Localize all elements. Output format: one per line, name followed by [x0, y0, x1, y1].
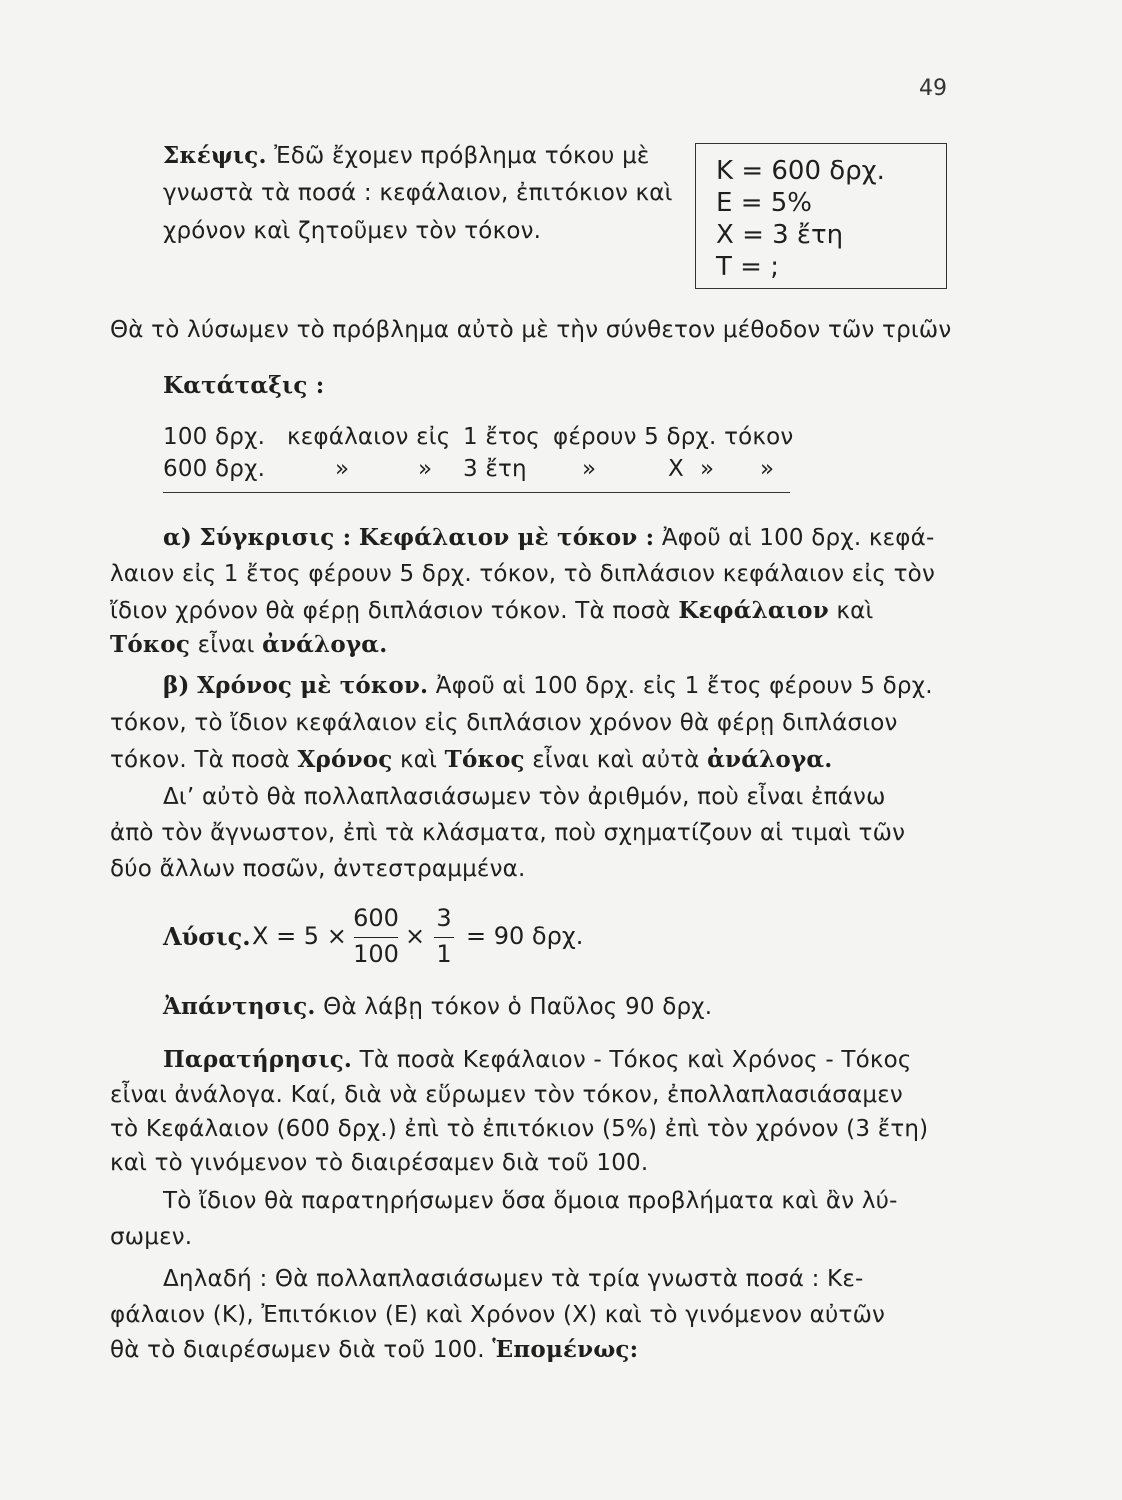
skepsis-line-1 — [163, 142, 650, 169]
fraction-1-numerator: 600 — [353, 904, 399, 932]
beta-bold-interest: Τόκος — [444, 746, 525, 773]
alpha-and: καὶ — [836, 598, 874, 624]
katataxis-rule — [163, 492, 790, 493]
row2-ditto-4: » — [700, 456, 715, 482]
alpha-bold-proportional: ἀνάλογα. — [262, 631, 388, 658]
row2-time: 3 ἔτη — [463, 456, 527, 482]
answer-line — [163, 993, 712, 1020]
note-line-1 — [163, 1046, 912, 1073]
box-capital: Κ = 600 δρχ. — [716, 156, 885, 186]
summary-text-3: θὰ τὸ διαιρέσωμεν διὰ τοῦ 100. — [110, 1337, 485, 1363]
summary-therefore: Ἑπομένως: — [492, 1336, 639, 1363]
row1-interest: φέρουν 5 δρχ. τόκον — [553, 424, 794, 450]
note-text-1: Τὰ ποσὰ Κεφάλαιον - Τόκος καὶ Χρόνος - Τόκος — [359, 1047, 912, 1073]
method-line: Θὰ τὸ λύσωμεν τὸ πρόβλημα αὐτὸ μὲ τὴν σύνθετον μέθοδον τῶν τριῶν — [110, 317, 952, 343]
fraction-2-numerator: 3 — [436, 904, 452, 932]
beta-text-3: τόκον. Τὰ ποσὰ — [110, 747, 290, 773]
fraction-2-denominator: 1 — [436, 940, 452, 968]
lysis-times: × — [405, 922, 426, 950]
alpha-bold-capital: Κεφάλαιον — [678, 597, 829, 624]
lysis-rhs: = 90 δρχ. — [466, 922, 584, 950]
row2-ditto-5: » — [760, 456, 775, 482]
row1-time: 1 ἔτος — [463, 424, 540, 450]
alpha-text-1: Ἀφοῦ αἱ 100 δρχ. κεφά- — [661, 525, 935, 551]
fraction-2-bar — [434, 937, 454, 938]
beta-also: εἶναι καὶ αὐτὰ — [532, 747, 700, 773]
note-line-2: εἶναι ἀνάλογα. Καί, διὰ νὰ εὕρωμεν τὸν τόκον, ἐπολλαπλασιάσαμεν — [110, 1082, 903, 1108]
beta-line-3 — [110, 746, 832, 773]
row1-amount: 100 δρχ. — [163, 424, 266, 450]
katataxis-label: Κατάταξις : — [163, 372, 325, 399]
alpha-label: Σύγκρισις : — [199, 524, 352, 551]
box-interest: Τ = ; — [716, 252, 779, 282]
summary-line-2: φάλαιον (Κ), Ἐπιτόκιον (Ε) καὶ Χρόνον (Χ) καὶ τὸ γινόμενον αὐτῶν — [110, 1302, 886, 1328]
alpha-line-2: λαιον εἰς 1 ἔτος φέρουν 5 δρχ. τόκον, τὸ διπλάσιον κεφάλαιον εἰς τὸν — [110, 561, 935, 587]
beta-line-1 — [163, 672, 933, 699]
summary-line-1: Δηλαδή : Θὰ πολλαπλασιάσωμεν τὰ τρία γνωστὰ ποσά : Κε- — [163, 1266, 864, 1292]
skepsis-text-1: Ἐδῶ ἔχομεν πρόβλημα τόκου μὲ — [274, 143, 650, 169]
note-label: Παρατήρησις. — [163, 1046, 353, 1073]
skepsis-line-3: χρόνον καὶ ζητοῦμεν τὸν τόκον. — [163, 218, 542, 244]
rule-line-1: Δι’ αὐτὸ θὰ πολλαπλασιάσωμεν τὸν ἀριθμόν, ποὺ εἶναι ἐπάνω — [163, 784, 886, 810]
alpha-text-3: ἴδιον χρόνον θὰ φέρῃ διπλάσιον τόκον. Τὰ ποσὰ — [110, 598, 671, 624]
skepsis-line-2: γνωστὰ τὰ ποσά : κεφάλαιον, ἐπιτόκιον καὶ — [163, 180, 673, 206]
row2-ditto-3: » — [582, 456, 597, 482]
lysis-label: Λύσις. — [163, 922, 251, 951]
beta-bold-proportional: ἀνάλογα. — [707, 746, 833, 773]
row1-capital: κεφάλαιον εἰς — [287, 424, 451, 450]
lysis-lhs: Χ = 5 × — [252, 922, 347, 950]
summary-line-3 — [110, 1336, 638, 1363]
skepsis-label: Σκέψις. — [163, 142, 267, 169]
fraction-1-bar — [354, 937, 398, 938]
same-line-1: Τὸ ἴδιον θὰ παρατηρήσωμεν ὅσα ὅμοια προβλήματα καὶ ἂν λύ- — [163, 1188, 898, 1214]
fraction-1-denominator: 100 — [353, 940, 399, 968]
alpha-bold-interest: Τόκος — [110, 631, 191, 658]
row2-amount: 600 δρχ. — [163, 456, 266, 482]
box-time: Χ = 3 ἔτη — [716, 220, 844, 250]
alpha-heading: Κεφάλαιον μὲ τόκον : — [358, 524, 655, 551]
note-line-4: καὶ τὸ γινόμενον τὸ διαιρέσαμεν διὰ τοῦ 100. — [110, 1150, 649, 1176]
alpha-line-3 — [110, 597, 874, 624]
row2-ditto-1: » — [335, 456, 350, 482]
alpha-line-4 — [110, 631, 387, 658]
same-line-2: σωμεν. — [110, 1224, 193, 1250]
answer-label: Ἀπάντησις. — [163, 993, 316, 1020]
rule-line-3: δύο ἄλλων ποσῶν, ἀντεστραμμένα. — [110, 856, 526, 882]
beta-bold-time: Χρόνος — [297, 746, 393, 773]
answer-text: Θὰ λάβῃ τόκον ὁ Παῦλος 90 δρχ. — [323, 994, 713, 1020]
rule-line-2: ἀπὸ τὸν ἄγνωστον, ἐπὶ τὰ κλάσματα, ποὺ σχηματίζουν αἱ τιμαὶ τῶν — [110, 820, 906, 846]
row2-unknown-x: Χ — [668, 456, 684, 482]
beta-prefix: β) — [163, 672, 190, 699]
alpha-are: εἶναι — [197, 632, 255, 658]
beta-and: καὶ — [400, 747, 438, 773]
beta-heading: Χρόνος μὲ τόκον. — [197, 672, 429, 699]
alpha-line-1 — [163, 524, 934, 551]
box-rate: Ε = 5% — [716, 188, 812, 218]
beta-line-2: τόκον, τὸ ἴδιον κεφάλαιον εἰς διπλάσιον χρόνον θὰ φέρῃ διπλάσιον — [110, 710, 898, 736]
alpha-prefix: α) — [163, 524, 192, 551]
note-line-3: τὸ Κεφάλαιον (600 δρχ.) ἐπὶ τὸ ἐπιτόκιον (5%) ἐπὶ τὸν χρόνον (3 ἔτη) — [110, 1116, 929, 1142]
beta-text-1: Ἀφοῦ αἱ 100 δρχ. εἰς 1 ἔτος φέρουν 5 δρχ. — [435, 673, 933, 699]
given-values-box — [695, 143, 947, 289]
row2-ditto-2: » — [418, 456, 433, 482]
page-number: 49 — [919, 76, 947, 101]
